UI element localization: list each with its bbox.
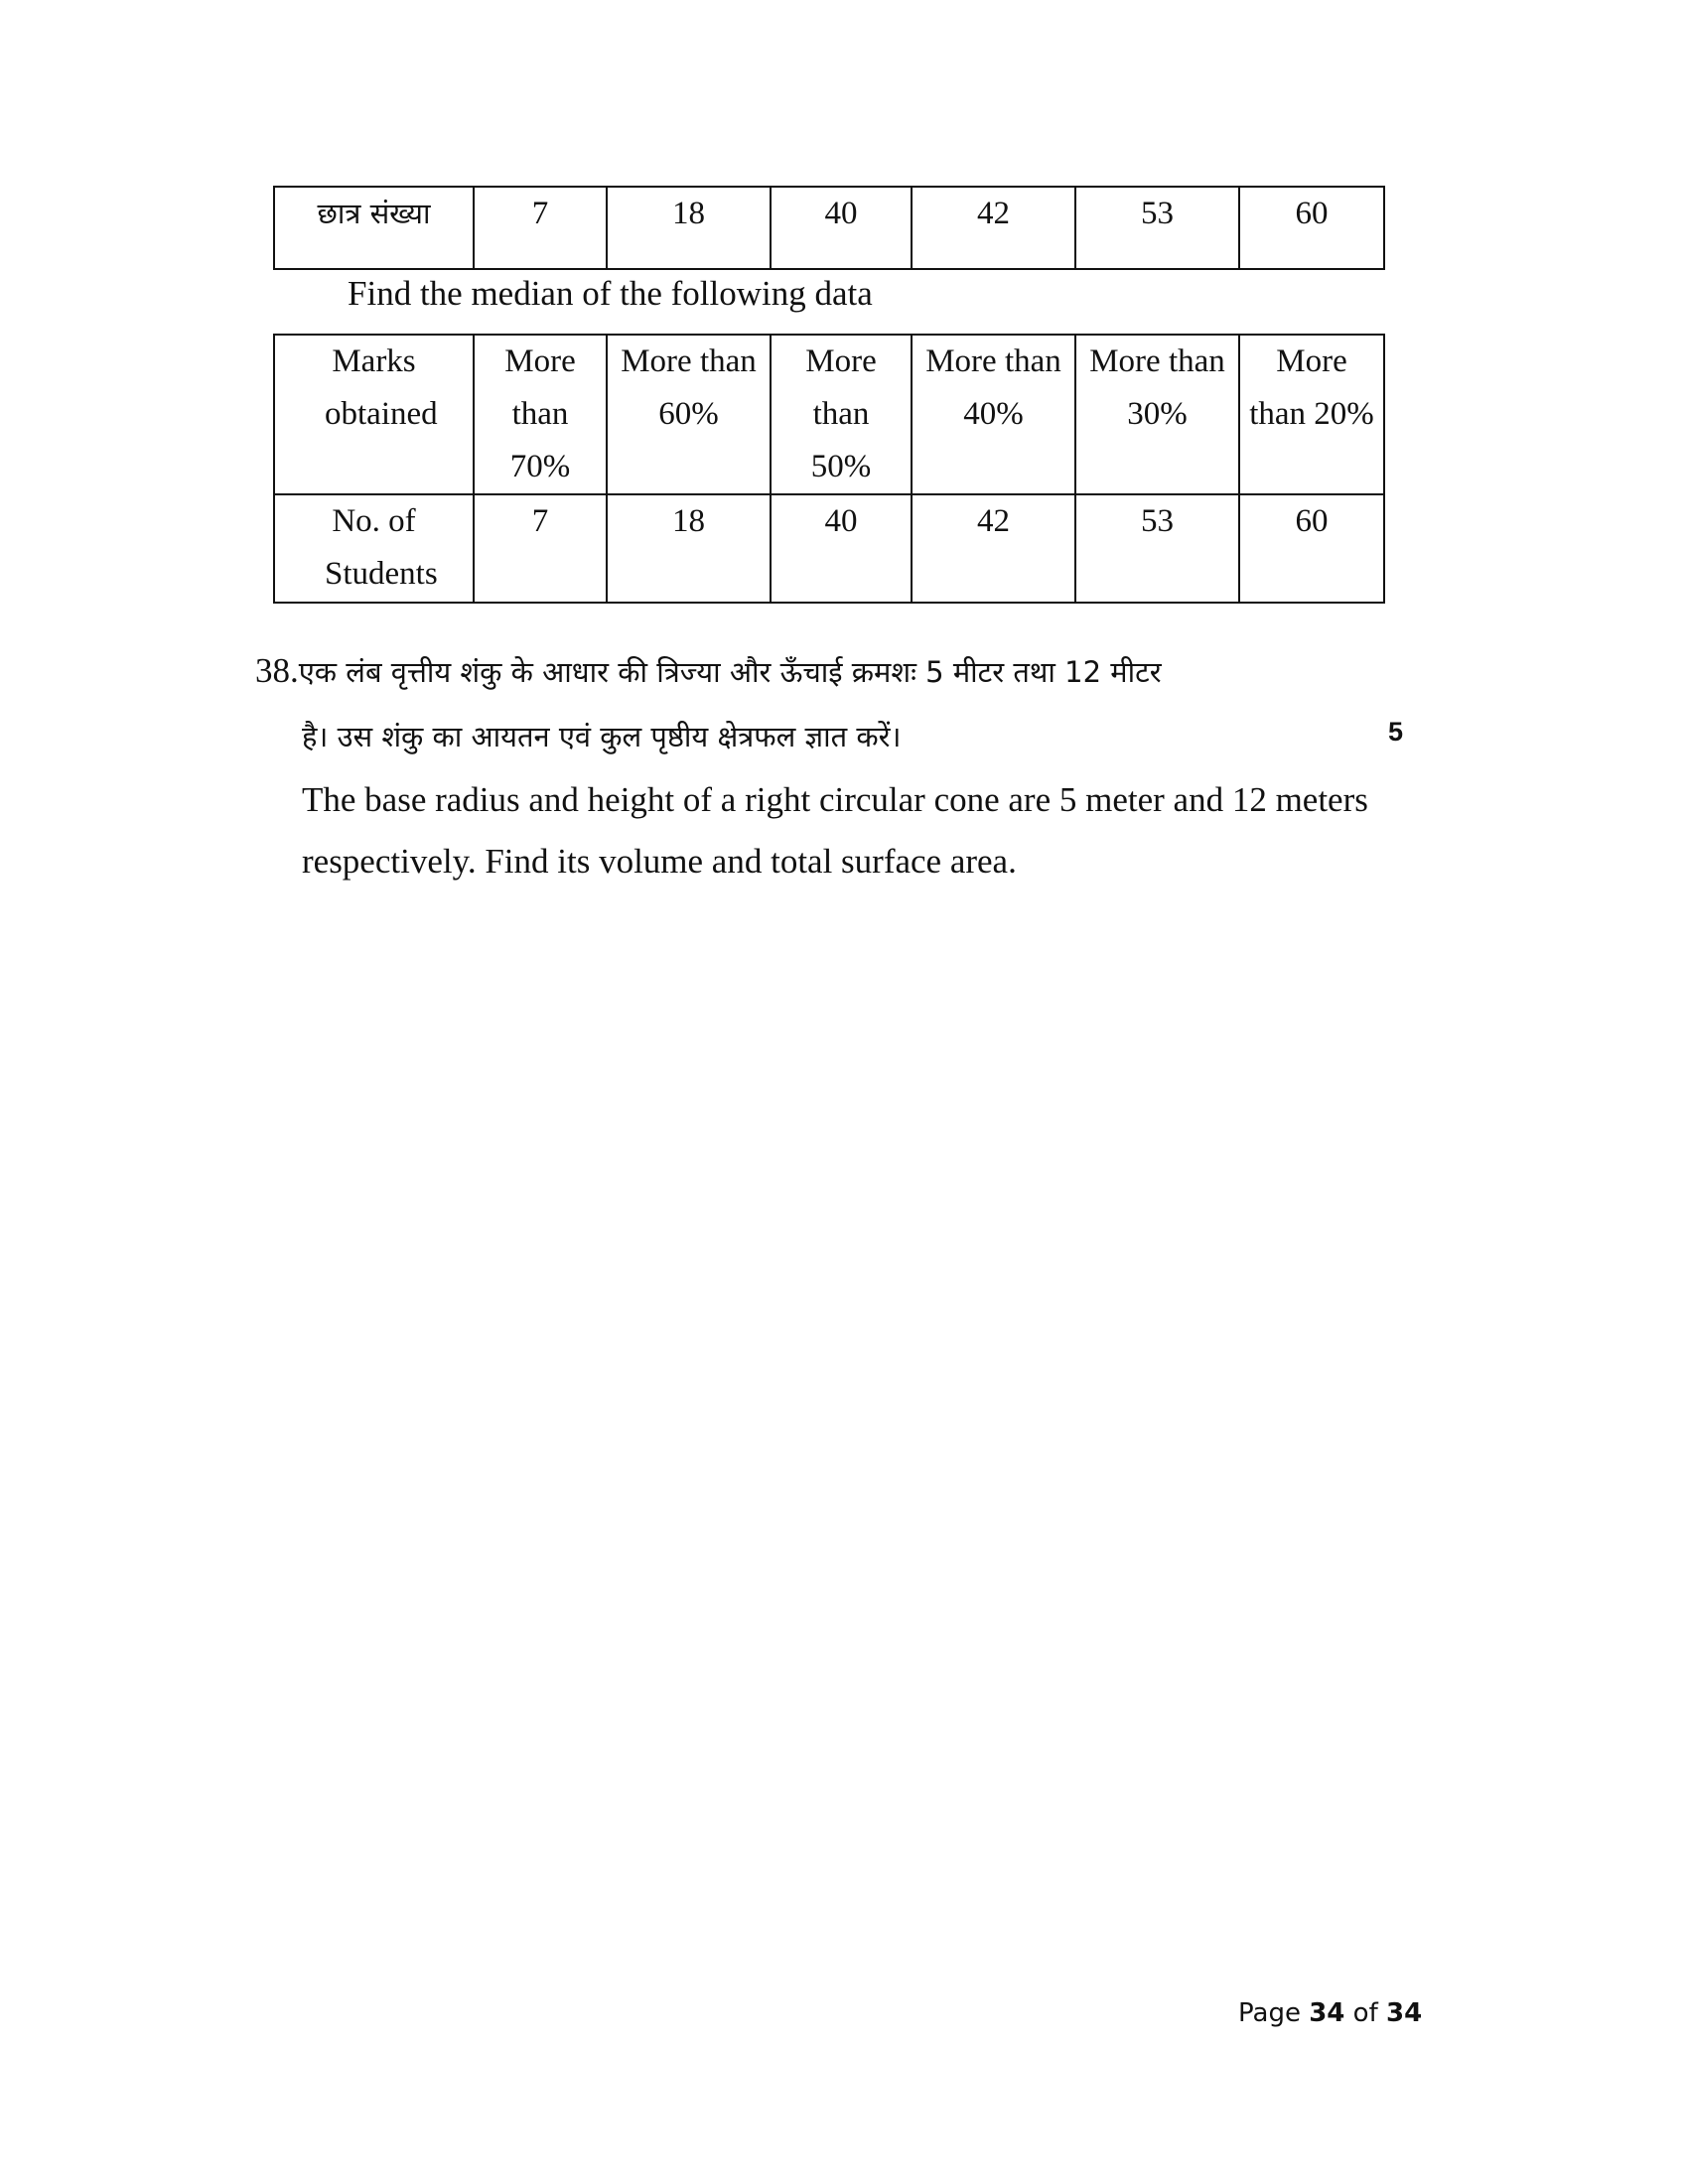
student-count-table-hindi — [273, 186, 1385, 270]
row-label: छात्र संख्या — [274, 187, 474, 269]
page-prefix: Page — [1238, 1998, 1310, 2028]
cell: 42 — [912, 187, 1075, 269]
hindi-text: एक लंब वृत्तीय शंकु के आधार की त्रिज्या और ऊँचाई क्रमशः 5 मीटर तथा 12 मीटर — [298, 655, 1162, 689]
cell: 40 — [771, 494, 912, 603]
cell: 60 — [1239, 187, 1384, 269]
question-38-english-line1: The base radius and height of a right circular cone are 5 meter and 12 meters — [302, 780, 1368, 819]
header-cell: More than 50% — [771, 335, 912, 494]
header-cell: More than 40% — [912, 335, 1075, 494]
cell: 42 — [912, 494, 1075, 603]
cell: 53 — [1075, 187, 1239, 269]
header-cell: More than 30% — [1075, 335, 1239, 494]
cell: 40 — [771, 187, 912, 269]
header-cell: More than 60% — [607, 335, 771, 494]
marks-table — [273, 334, 1385, 604]
page-of: of — [1344, 1998, 1386, 2028]
table-row — [274, 187, 1384, 269]
header-label: Marks obtained — [274, 335, 474, 494]
question-38-hindi-line2: है। उस शंकु का आयतन एवं कुल पृष्ठीय क्षेत्रफल ज्ञात करें। — [302, 720, 902, 753]
marks-label: 5 — [1388, 717, 1404, 747]
cell: 18 — [607, 187, 771, 269]
table-header-row — [274, 335, 1384, 494]
table-row — [274, 494, 1384, 603]
header-cell: More than 70% — [474, 335, 607, 494]
page-number — [1238, 1998, 1422, 2028]
instruction-text: Find the median of the following data — [348, 274, 873, 313]
cell: 18 — [607, 494, 771, 603]
header-cell: More than 20% — [1239, 335, 1384, 494]
cell: 53 — [1075, 494, 1239, 603]
cell: 7 — [474, 494, 607, 603]
cell: 60 — [1239, 494, 1384, 603]
question-38-english-line2: respectively. Find its volume and total surface area. — [302, 842, 1017, 881]
cell: 7 — [474, 187, 607, 269]
question-38-hindi-line1 — [255, 651, 1162, 692]
total-pages: 34 — [1386, 1998, 1423, 2028]
current-page: 34 — [1309, 1998, 1345, 2028]
row-label: No. of Students — [274, 494, 474, 603]
question-number: 38. — [255, 651, 299, 690]
